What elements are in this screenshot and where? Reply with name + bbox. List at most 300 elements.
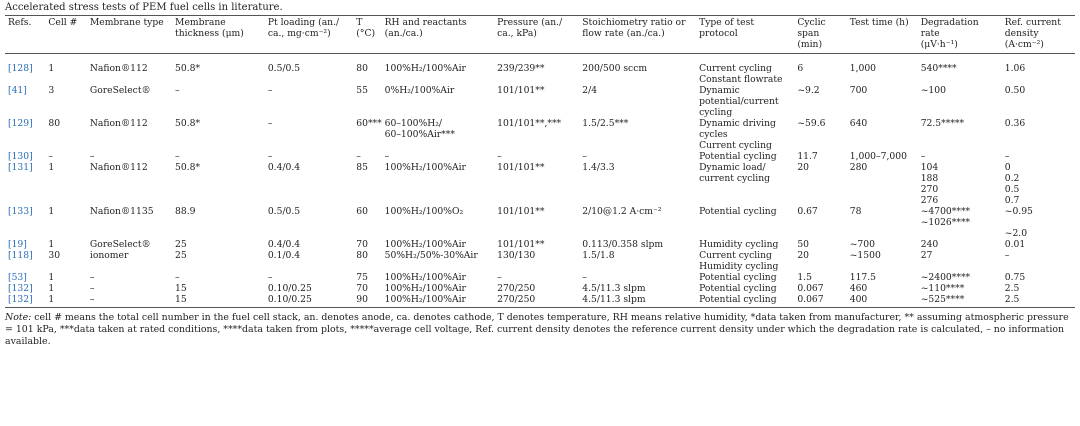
test-protocol	[696, 151, 794, 162]
cell-line: 0.2	[1004, 173, 1020, 184]
membrane-type	[87, 85, 172, 118]
cell-line: 80	[356, 250, 368, 261]
rh-reactants	[382, 206, 494, 239]
column-header-line: ca., kPa)	[497, 28, 537, 39]
cell-line: –	[1004, 250, 1010, 261]
cell-line: Potential cycling	[699, 294, 777, 305]
cell-line: 400	[849, 294, 868, 305]
pressure	[494, 54, 579, 86]
degradation-rate	[918, 151, 1002, 162]
column-header	[172, 16, 265, 54]
pressure	[494, 151, 579, 162]
membrane-type	[87, 250, 172, 272]
cell-line: 0.5/0.5	[267, 206, 301, 217]
degradation-rate	[918, 272, 1002, 283]
cell-line: 70	[356, 283, 368, 294]
pt-loading	[265, 118, 353, 151]
cell-line: 2.5	[1004, 294, 1020, 305]
table-row	[5, 85, 1075, 118]
test-protocol	[696, 250, 794, 272]
cell-line: 3	[48, 85, 55, 96]
column-header-line: RH and reactants	[384, 17, 467, 28]
cell-line: Potential cycling	[699, 283, 777, 294]
cell-line: 50.8*	[175, 162, 201, 173]
cell-line: 0.10/0.25	[267, 294, 312, 305]
cell-line: ionomer	[89, 250, 129, 261]
cell-line: 101/101**	[497, 85, 545, 96]
cell-line: 239/239**	[497, 63, 545, 74]
test-time	[847, 151, 918, 162]
cell-line: 0.36	[1004, 118, 1026, 129]
current-density	[1002, 294, 1075, 308]
cell-line: 0.7	[1004, 195, 1020, 206]
current-density	[1002, 162, 1075, 206]
column-header-line: Membrane	[175, 17, 226, 28]
table-row	[5, 272, 1075, 283]
degradation-rate	[918, 54, 1002, 86]
cell-line: 0.113/0.358 slpm	[582, 239, 664, 250]
table-note	[5, 312, 1073, 348]
membrane-thickness	[172, 206, 265, 239]
cyclic-span	[794, 54, 846, 86]
temperature	[353, 85, 381, 118]
membrane-type	[87, 272, 172, 283]
cell-line: 1,000	[849, 63, 877, 74]
column-header	[696, 16, 794, 54]
cell-line: ~1500	[849, 250, 881, 261]
stoichiometry	[579, 151, 696, 162]
stoichiometry	[579, 162, 696, 206]
cell-line: ~2400****	[920, 272, 971, 283]
column-header-line: Membrane type	[89, 17, 164, 28]
ref-cell[interactable]	[5, 206, 45, 239]
stoichiometry	[579, 118, 696, 151]
cell-line: 1	[48, 272, 55, 283]
cell-line: 4.5/11.3 slpm	[582, 294, 646, 305]
membrane-type	[87, 162, 172, 206]
cell-line: 60	[356, 206, 368, 217]
column-header	[1002, 16, 1075, 54]
column-header-line: ca., mg·cm⁻²)	[267, 28, 331, 39]
cell-line: –	[175, 151, 180, 162]
cell-line: 4.5/11.3 slpm	[582, 283, 646, 294]
membrane-type	[87, 294, 172, 308]
pt-loading	[265, 151, 353, 162]
ref-cell[interactable]	[5, 239, 45, 250]
cell-line: 60***	[356, 118, 382, 129]
cell-line: 30	[48, 250, 61, 261]
table-row	[5, 239, 1075, 250]
rh-reactants	[382, 239, 494, 250]
cell-line: 0.4/0.4	[267, 239, 301, 250]
current-density	[1002, 118, 1075, 151]
temperature	[353, 283, 381, 294]
column-header-line: Stoichiometry ratio or	[582, 17, 686, 28]
current-density	[1002, 283, 1075, 294]
cell-line: 100%H₂/100%Air	[384, 239, 466, 250]
column-header	[847, 16, 918, 54]
test-protocol	[696, 162, 794, 206]
cell-line: 60–100%Air***	[384, 129, 455, 140]
cell-line: 1.5/1.8	[582, 250, 615, 261]
membrane-type	[87, 239, 172, 250]
cell-line: [132]	[8, 283, 33, 294]
cell-line: –	[267, 118, 273, 129]
cell-line: –	[267, 151, 273, 162]
membrane-thickness	[172, 283, 265, 294]
column-header	[45, 16, 86, 54]
stoichiometry	[579, 54, 696, 86]
cell-line: 130/130	[497, 250, 536, 261]
pressure	[494, 283, 579, 294]
cell-count	[45, 162, 86, 206]
column-header-line: (A·cm⁻²)	[1004, 39, 1044, 50]
test-protocol	[696, 294, 794, 308]
cell-line: 540****	[920, 63, 957, 74]
cell-line: 188	[920, 173, 939, 184]
cell-line: 276	[920, 195, 939, 206]
temperature	[353, 272, 381, 283]
cell-line: [131]	[8, 162, 33, 173]
cell-line: GoreSelect®	[89, 239, 151, 250]
cell-count	[45, 85, 86, 118]
cell-line: 0%H₂/100%Air	[384, 85, 455, 96]
cell-line: Potential cycling	[699, 151, 777, 162]
cell-line: Humidity cycling	[699, 261, 779, 272]
cell-line: 80	[356, 63, 368, 74]
current-density	[1002, 151, 1075, 162]
cell-line: 100%H₂/100%Air	[384, 283, 466, 294]
cell-line: 27	[920, 250, 933, 261]
cell-line: 50%H₂/50%-30%Air	[384, 250, 478, 261]
cell-line: 0.50	[1004, 85, 1026, 96]
cell-line: 50.8*	[175, 63, 201, 74]
membrane-thickness	[172, 239, 265, 250]
cell-line: 270	[920, 184, 939, 195]
cell-line: [129]	[8, 118, 33, 129]
column-header-line: thickness (μm)	[175, 28, 244, 39]
cell-line: 1.5/2.5***	[582, 118, 629, 129]
cell-line: 100%H₂/100%Air	[384, 162, 466, 173]
cell-line: 0.5/0.5	[267, 63, 301, 74]
column-header-line: Pressure (an./	[497, 17, 563, 28]
cell-line: potential/current	[699, 96, 779, 107]
cyclic-span	[794, 250, 846, 272]
cell-count	[45, 118, 86, 151]
ref-cell[interactable]	[5, 118, 45, 151]
test-time	[847, 250, 918, 272]
cell-count	[45, 206, 86, 239]
cell-line: 100%H₂/100%Air	[384, 63, 466, 74]
cell-line: 2/4	[582, 85, 598, 96]
cell-line: ~1026****	[920, 217, 971, 228]
cell-line: ~525****	[920, 294, 965, 305]
cell-line: Current cycling	[699, 63, 772, 74]
membrane-type	[87, 206, 172, 239]
degradation-rate	[918, 85, 1002, 118]
cell-count	[45, 272, 86, 283]
cell-line: –	[89, 151, 95, 162]
ref-cell[interactable]	[5, 272, 45, 283]
cell-line: –	[497, 151, 502, 162]
cell-line	[1005, 217, 1072, 228]
current-density	[1002, 85, 1075, 118]
column-header-line: (an./ca.)	[384, 28, 423, 39]
current-density	[1002, 54, 1075, 86]
cell-line: 700	[849, 85, 868, 96]
cell-line: Constant flowrate	[699, 74, 783, 85]
column-header	[494, 16, 579, 54]
ref-cell[interactable]	[5, 250, 45, 272]
cell-line: –	[89, 294, 95, 305]
temperature	[353, 250, 381, 272]
cell-line: 640	[849, 118, 868, 129]
rh-reactants	[382, 294, 494, 308]
cell-line: 75	[356, 272, 368, 283]
membrane-thickness	[172, 250, 265, 272]
cell-line: [19]	[8, 239, 27, 250]
pt-loading	[265, 294, 353, 308]
ref-cell[interactable]	[5, 85, 45, 118]
cell-line: 72.5*****	[920, 118, 965, 129]
rh-reactants	[382, 250, 494, 272]
note-label: Note:	[5, 312, 32, 323]
cell-line: Dynamic	[699, 85, 740, 96]
cell-line: Humidity cycling	[699, 239, 779, 250]
cell-line: 90	[356, 294, 368, 305]
rh-reactants	[382, 272, 494, 283]
cell-line: 0.5	[1004, 184, 1020, 195]
cyclic-span	[794, 85, 846, 118]
column-header	[794, 16, 846, 54]
cell-line: –	[582, 272, 587, 283]
column-header	[353, 16, 381, 54]
cell-line: [118]	[8, 250, 33, 261]
cell-line: 6	[797, 63, 804, 74]
pressure	[494, 118, 579, 151]
pressure	[494, 206, 579, 239]
cell-line: 0.067	[797, 283, 824, 294]
cell-line: 11.7	[797, 151, 818, 162]
column-header-line: protocol	[699, 28, 738, 39]
rh-reactants	[382, 151, 494, 162]
test-protocol	[696, 239, 794, 250]
ref-cell[interactable]	[5, 151, 45, 162]
cell-count	[45, 239, 86, 250]
cell-line: 1	[48, 294, 55, 305]
pressure	[494, 294, 579, 308]
cell-line: 240	[920, 239, 939, 250]
cell-line: Dynamic driving	[699, 118, 776, 129]
ref-cell[interactable]	[5, 162, 45, 206]
cyclic-span	[794, 151, 846, 162]
table-row	[5, 206, 1075, 239]
pt-loading	[265, 162, 353, 206]
test-time	[847, 294, 918, 308]
column-header-line: Cyclic	[797, 17, 826, 28]
ref-cell[interactable]	[5, 283, 45, 294]
pressure	[494, 272, 579, 283]
cell-line: 460	[849, 283, 868, 294]
column-header-line: Ref. current	[1004, 17, 1061, 28]
test-time	[847, 85, 918, 118]
cell-line: –	[267, 272, 273, 283]
stoichiometry	[579, 250, 696, 272]
table-row	[5, 294, 1075, 308]
temperature	[353, 162, 381, 206]
stoichiometry	[579, 206, 696, 239]
membrane-thickness	[172, 118, 265, 151]
column-header-line: Refs.	[8, 17, 32, 28]
cell-line: –	[175, 272, 180, 283]
cell-line: –	[497, 272, 502, 283]
membrane-thickness	[172, 294, 265, 308]
test-time	[847, 272, 918, 283]
cell-line: Nafion®112	[89, 162, 148, 173]
column-header-line: Pt loading (an./	[267, 17, 340, 28]
degradation-rate	[918, 206, 1002, 239]
table-row	[5, 118, 1075, 151]
pt-loading	[265, 283, 353, 294]
cell-line: 1.5	[797, 272, 812, 283]
test-time	[847, 118, 918, 151]
cyclic-span	[794, 283, 846, 294]
temperature	[353, 151, 381, 162]
cell-line: 101/101**,***	[497, 118, 562, 129]
cell-line: ~2.0	[1004, 228, 1028, 239]
temperature	[353, 118, 381, 151]
cell-line: 55	[356, 85, 368, 96]
cell-line: 1	[48, 283, 55, 294]
stoichiometry	[579, 272, 696, 283]
test-time	[847, 239, 918, 250]
cell-line: cycling	[699, 107, 733, 118]
table-body	[5, 54, 1075, 308]
temperature	[353, 54, 381, 86]
test-time	[847, 54, 918, 86]
table-row	[5, 250, 1075, 272]
stress-test-table	[5, 15, 1075, 308]
cell-count	[45, 283, 86, 294]
cell-line: 100%H₂/100%Air	[384, 272, 466, 283]
column-header-line: (μV·h⁻¹)	[920, 39, 958, 50]
test-time	[847, 206, 918, 239]
pt-loading	[265, 272, 353, 283]
cell-line: [53]	[8, 272, 27, 283]
membrane-thickness	[172, 54, 265, 86]
cell-line: GoreSelect®	[89, 85, 151, 96]
cell-line: 78	[849, 206, 862, 217]
ref-cell[interactable]	[5, 294, 45, 308]
temperature	[353, 206, 381, 239]
stoichiometry	[579, 294, 696, 308]
cell-line: 100%H₂/100%O₂	[384, 206, 464, 217]
table-header	[5, 16, 1075, 54]
cell-line: 1.4/3.3	[582, 162, 615, 173]
column-header-line: T (°C)	[356, 17, 376, 39]
membrane-thickness	[172, 151, 265, 162]
degradation-rate	[918, 250, 1002, 272]
cell-line: 101/101**	[497, 162, 545, 173]
cell-line: 0.75	[1004, 272, 1026, 283]
cell-line: Potential cycling	[699, 272, 777, 283]
current-density	[1002, 272, 1075, 283]
cell-line: 0.1/0.4	[267, 250, 301, 261]
cell-line: 20	[797, 250, 810, 261]
cell-line: 1	[48, 239, 55, 250]
test-time	[847, 162, 918, 206]
cell-line: cycles	[699, 129, 728, 140]
test-protocol	[696, 85, 794, 118]
pressure	[494, 250, 579, 272]
membrane-thickness	[172, 162, 265, 206]
column-header-line: density	[1004, 28, 1039, 39]
cell-line: 0.067	[797, 294, 824, 305]
degradation-rate	[918, 294, 1002, 308]
cell-line: 0.01	[1004, 239, 1026, 250]
cell-line: 101/101**	[497, 239, 545, 250]
cell-line: [130]	[8, 151, 33, 162]
cell-line: –	[267, 85, 273, 96]
cell-count	[45, 151, 86, 162]
cell-line: 25	[175, 239, 187, 250]
column-header	[87, 16, 172, 54]
cell-line: –	[175, 85, 180, 96]
column-header	[265, 16, 353, 54]
membrane-thickness	[172, 85, 265, 118]
table-caption: Accelerated stress tests of PEM fuel cells in literature.	[5, 2, 283, 13]
cell-line: current cycling	[699, 173, 771, 184]
column-header	[918, 16, 1002, 54]
pt-loading	[265, 239, 353, 250]
column-header	[382, 16, 494, 54]
cell-line: ~9.2	[797, 85, 820, 96]
cyclic-span	[794, 294, 846, 308]
rh-reactants	[382, 162, 494, 206]
cell-line: 280	[849, 162, 868, 173]
cell-line: Potential cycling	[699, 206, 777, 217]
cyclic-span	[794, 118, 846, 151]
column-header-line: Cell #	[48, 17, 78, 28]
note-text: cell # means the total cell number in the fuel cell stack, an. denotes anode, ca. denotes cathode, T denotes temperature, RH means relative humidity, *data taken from manufacturer, ** assuming atmospheric pressure = 101 kPa, ***data taken at rated conditions, ****data taken from plots, *****average cell voltage, Ref. current density denotes the reference current density under which the degradation rate is calculated, – no information available.	[5, 312, 1069, 347]
pressure	[494, 85, 579, 118]
cell-line: 0	[1004, 162, 1011, 173]
ref-cell[interactable]	[5, 54, 45, 86]
pt-loading	[265, 85, 353, 118]
cell-line: –	[920, 151, 926, 162]
table-row	[5, 54, 1075, 86]
pressure	[494, 239, 579, 250]
cell-line: –	[356, 151, 361, 162]
cell-count	[45, 250, 86, 272]
cell-count	[45, 54, 86, 86]
cell-line: 1.06	[1004, 63, 1026, 74]
column-header	[579, 16, 696, 54]
cell-line: ~59.6	[797, 118, 826, 129]
cell-line: 15	[175, 294, 187, 305]
cell-line: 15	[175, 283, 187, 294]
pt-loading	[265, 54, 353, 86]
current-density	[1002, 239, 1075, 250]
stoichiometry	[579, 283, 696, 294]
cell-line: 2/10@1.2 A·cm⁻²	[582, 206, 662, 217]
rh-reactants	[382, 283, 494, 294]
degradation-rate	[918, 239, 1002, 250]
cell-line: 50.8*	[175, 118, 201, 129]
rh-reactants	[382, 118, 494, 151]
degradation-rate	[918, 162, 1002, 206]
cell-line: 20	[797, 162, 810, 173]
